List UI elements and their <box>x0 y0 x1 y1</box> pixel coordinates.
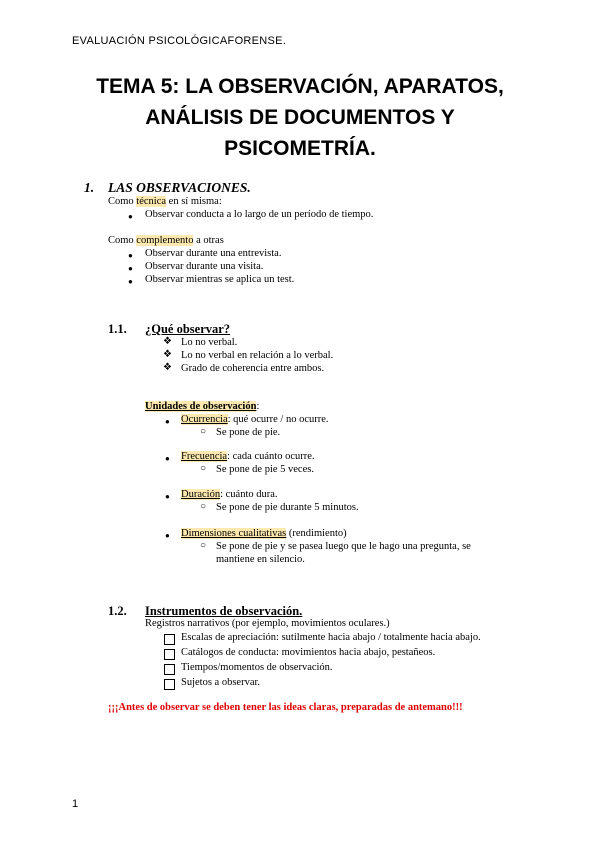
complemento-item: Observar mientras se aplica un test. <box>145 274 295 285</box>
complemento-item: Observar durante una entrevista. <box>145 248 282 259</box>
tecnica-highlight: técnica <box>136 196 167 207</box>
unidades-colon: : <box>256 401 260 412</box>
checkbox-icon <box>164 649 175 660</box>
unidad-term: Ocurrencia <box>181 414 228 425</box>
unidad-dimensiones <box>181 528 347 539</box>
complemento-intro <box>108 235 224 246</box>
unidad-desc: : cuánto dura. <box>220 489 278 500</box>
circle-bullet-icon: ○ <box>200 540 207 551</box>
instrumento-item: Catálogos de conducta: movimientos hacia abajo, pestañeos. <box>181 647 436 658</box>
unidad-desc: : qué ocurre / no ocurre. <box>227 414 329 425</box>
unidades-heading <box>145 401 259 412</box>
bullet-icon: ● <box>165 417 170 426</box>
section-1-2-title: Instrumentos de observación. <box>145 604 303 618</box>
unidad-desc: : cada cuánto ocurre. <box>227 451 315 462</box>
instrumento-item: Sujetos a observar. <box>181 677 261 688</box>
section-1-1-title: ¿Qué observar? <box>145 322 231 336</box>
warning-note: ¡¡¡Antes de observar se deben tener las ideas claras, preparadas de antemano!!! <box>108 702 463 713</box>
unidad-term: Duración <box>181 489 221 500</box>
observar-item: Grado de coherencia entre ambos. <box>181 363 325 374</box>
unidad-example: Se pone de pie durante 5 minutos. <box>216 502 359 513</box>
section-1-2-number: 1.2. <box>108 604 127 618</box>
unidad-example: Se pone de pie 5 veces. <box>216 464 314 475</box>
tecnica-post: en sí misma: <box>166 196 222 207</box>
unidades-title: Unidades de observación <box>145 401 257 412</box>
page-number: 1 <box>72 798 79 810</box>
unidad-ocurrencia <box>181 414 329 425</box>
checkbox-icon <box>164 664 175 675</box>
complemento-highlight: complemento <box>136 235 194 246</box>
bullet-icon: ● <box>128 277 133 286</box>
diamond-bullet-icon: ❖ <box>163 336 172 347</box>
unidad-example-cont: mantiene en silencio. <box>216 554 305 565</box>
unidad-frecuencia <box>181 451 315 462</box>
page-title-line-3: PSICOMETRÍA. <box>224 137 376 160</box>
unidad-term: Frecuencia <box>181 451 228 462</box>
unidad-term: Dimensiones cualitativas <box>181 528 287 539</box>
observar-item: Lo no verbal en relación a lo verbal. <box>181 350 334 361</box>
circle-bullet-icon: ○ <box>200 426 207 437</box>
instrumento-item: Escalas de apreciación: sutilmente hacia abajo / totalmente hacia abajo. <box>181 632 481 643</box>
section-1-1-number: 1.1. <box>108 322 127 336</box>
document-header: EVALUACIÓN PSICOLÓGICAFORENSE. <box>72 35 287 47</box>
complemento-item: Observar durante una visita. <box>145 261 264 272</box>
bullet-icon: ● <box>165 531 170 540</box>
tecnica-pre: Como <box>108 196 137 207</box>
bullet-icon: ● <box>128 264 133 273</box>
instrumentos-intro: Registros narrativos (por ejemplo, movimientos oculares.) <box>145 618 390 629</box>
page-title-line-2: ANÁLISIS DE DOCUMENTOS Y <box>145 106 455 129</box>
unidad-example: Se pone de pie. <box>216 427 281 438</box>
observar-item: Lo no verbal. <box>181 337 238 348</box>
unidad-example: Se pone de pie y se pasea luego que le hago una pregunta, se <box>216 541 471 552</box>
checkbox-icon <box>164 634 175 645</box>
bullet-icon: ● <box>128 212 133 221</box>
unidad-duracion <box>181 489 278 500</box>
instrumento-item: Tiempos/momentos de observación. <box>181 662 333 673</box>
diamond-bullet-icon: ❖ <box>163 349 172 360</box>
section-1-title: LAS OBSERVACIONES. <box>108 180 251 195</box>
bullet-icon: ● <box>165 492 170 501</box>
bullet-icon: ● <box>128 251 133 260</box>
complemento-post: a otras <box>193 235 224 246</box>
checkbox-icon <box>164 679 175 690</box>
unidad-desc: (rendimiento) <box>286 528 347 539</box>
diamond-bullet-icon: ❖ <box>163 362 172 373</box>
tecnica-intro <box>108 196 222 207</box>
complemento-pre: Como <box>108 235 137 246</box>
circle-bullet-icon: ○ <box>200 501 207 512</box>
section-1-number: 1. <box>84 180 95 195</box>
page-title-line-1: TEMA 5: LA OBSERVACIÓN, APARATOS, <box>96 75 504 98</box>
tecnica-item: Observar conducta a lo largo de un período de tiempo. <box>145 209 374 220</box>
circle-bullet-icon: ○ <box>200 463 207 474</box>
bullet-icon: ● <box>165 454 170 463</box>
